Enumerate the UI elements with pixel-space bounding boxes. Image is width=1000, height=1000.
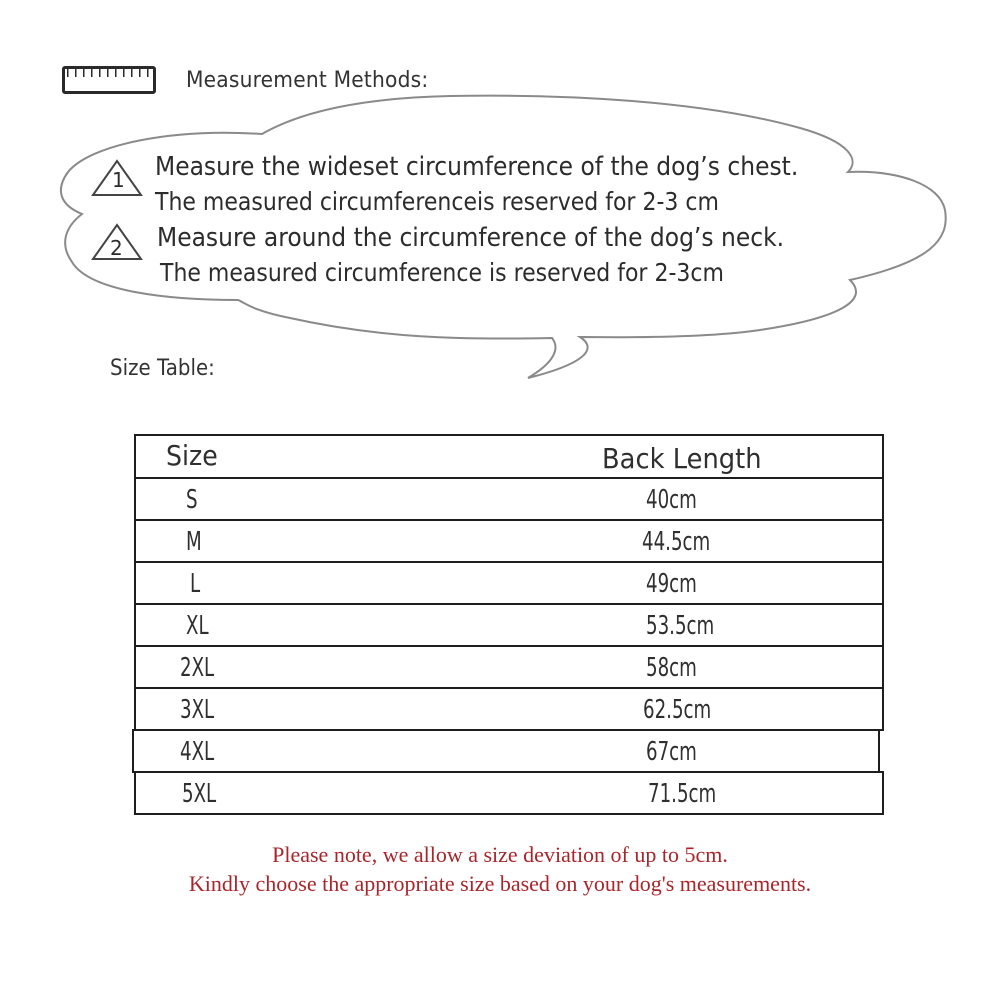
table-row: [134, 771, 884, 815]
size-table-label: Size Table:: [110, 356, 215, 381]
table-header-row: [134, 434, 884, 479]
table-row: [134, 561, 884, 605]
size-table: [134, 434, 884, 813]
column-header-back-length: Back Length: [602, 442, 762, 475]
size-cell: L: [190, 569, 201, 599]
size-cell: 5XL: [182, 779, 217, 809]
column-header-size: Size: [166, 439, 218, 472]
size-cell: 4XL: [180, 737, 215, 767]
method-2-number: 2: [110, 236, 123, 260]
table-row: [134, 603, 884, 647]
size-choice-note: Kindly choose the appropriate size based on your dog's measurements.: [188, 871, 812, 896]
method-1-note: The measured circumferenceis reserved for 2-3 cm: [155, 187, 719, 216]
table-row: [132, 729, 880, 773]
back-length-cell: 44.5cm: [642, 527, 711, 557]
size-cell: M: [186, 527, 202, 557]
back-length-cell: 67cm: [646, 737, 697, 767]
size-cell: XL: [186, 611, 209, 641]
size-cell: 3XL: [180, 695, 215, 725]
back-length-cell: 49cm: [646, 569, 697, 599]
method-2-note: The measured circumference is reserved for 2-3cm: [160, 258, 724, 287]
back-length-cell: 58cm: [646, 653, 697, 683]
table-row: [134, 519, 884, 563]
back-length-cell: 53.5cm: [646, 611, 715, 641]
table-row: [134, 645, 884, 689]
method-1-instruction: Measure the wideset circumference of the dog’s chest.: [155, 152, 799, 182]
method-1-number: 1: [112, 168, 125, 192]
size-deviation-note: Please note, we allow a size deviation of up to 5cm.: [272, 842, 728, 867]
size-cell: S: [186, 485, 198, 515]
back-length-cell: 40cm: [646, 485, 697, 515]
method-2-instruction: Measure around the circumference of the dog’s neck.: [157, 223, 785, 253]
back-length-cell: 62.5cm: [643, 695, 712, 725]
back-length-cell: 71.5cm: [648, 779, 717, 809]
table-row: [134, 687, 884, 731]
measurement-methods-title: Measurement Methods:: [186, 67, 429, 93]
size-cell: 2XL: [180, 653, 215, 683]
table-row: [134, 477, 884, 521]
